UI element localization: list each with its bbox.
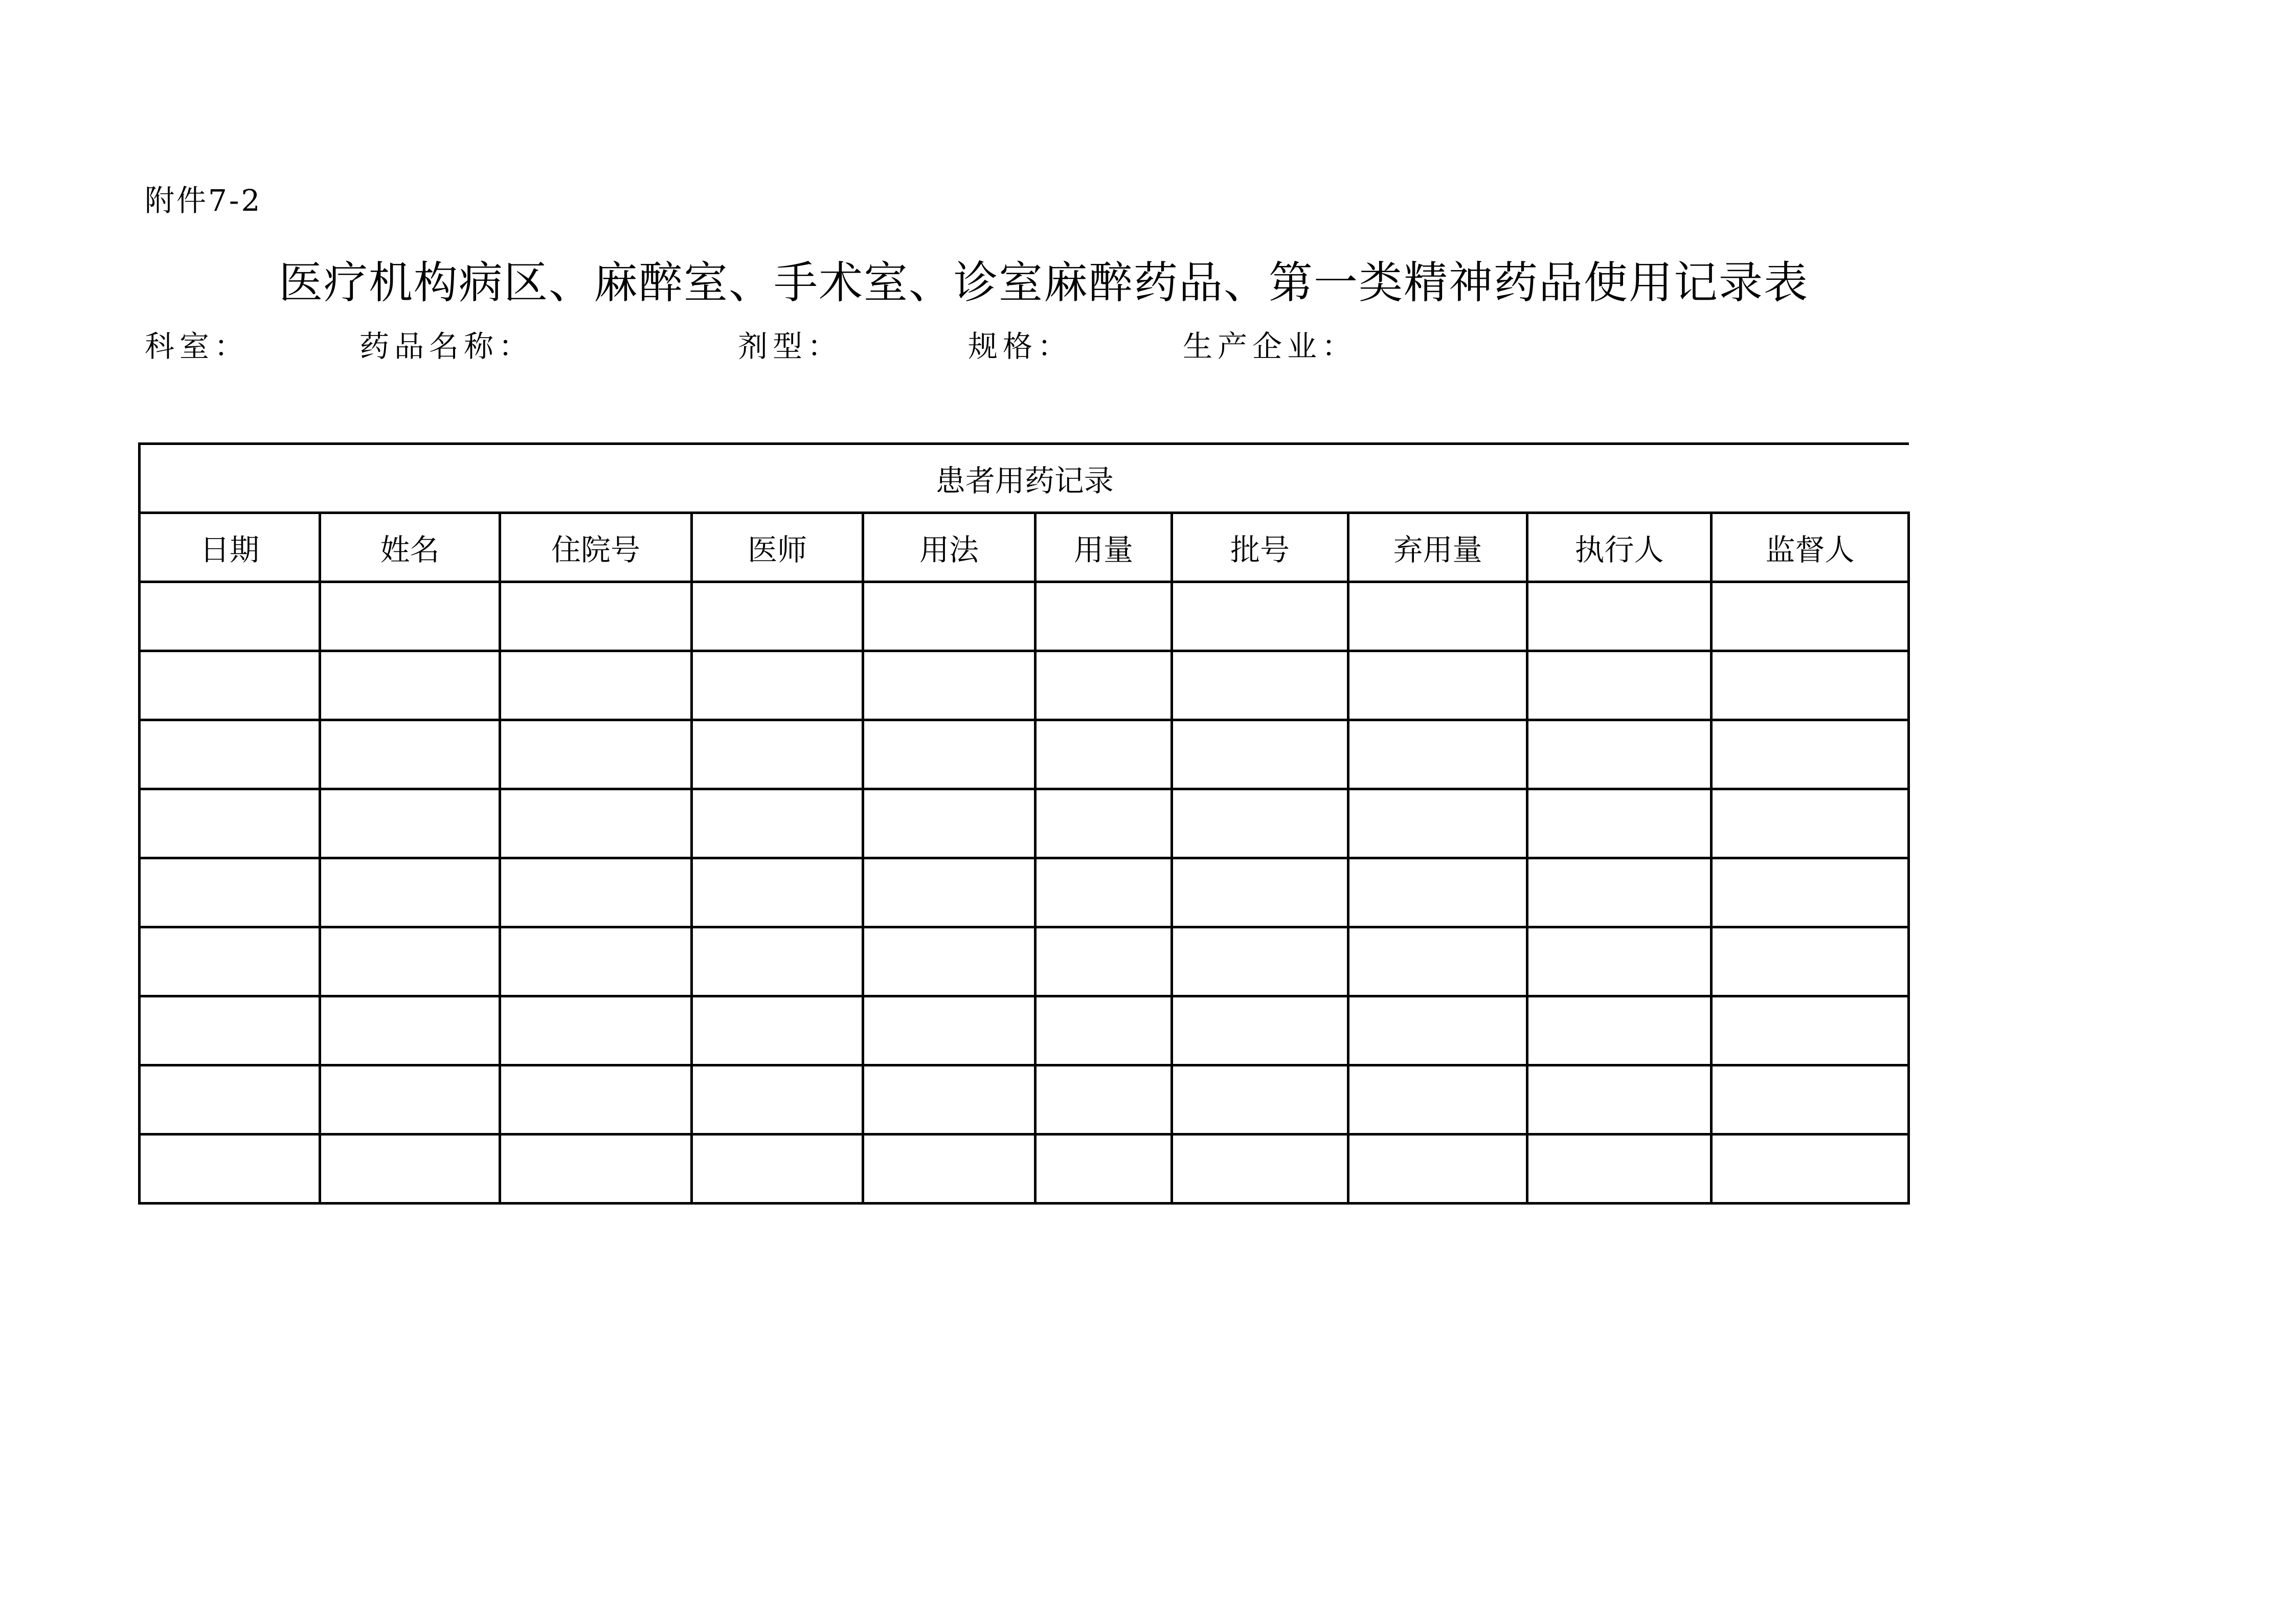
table-row: [140, 927, 1909, 996]
table-cell[interactable]: [140, 582, 320, 651]
table-cell[interactable]: [320, 1134, 500, 1204]
column-header-row: [140, 513, 1909, 582]
table-cell[interactable]: [1172, 720, 1348, 789]
table-cell[interactable]: [1348, 1065, 1527, 1134]
table-cell[interactable]: [692, 789, 863, 858]
table-cell[interactable]: [1712, 789, 1909, 858]
specification-field-label: 规格：: [968, 329, 1073, 364]
table-cell[interactable]: [500, 582, 692, 651]
table-cell[interactable]: [500, 927, 692, 996]
table-cell[interactable]: [140, 1065, 320, 1134]
page-title: 医疗机构病区、麻醉室、手术室、诊室麻醉药品、第一类精神药品使用记录表: [279, 257, 1809, 308]
manufacturer-field-label: 生产企业：: [1183, 329, 1357, 364]
table-section-header: 患者用药记录: [140, 444, 1909, 513]
table-row: [140, 858, 1909, 927]
table-row: [140, 651, 1909, 720]
table-cell[interactable]: [1036, 1065, 1172, 1134]
drug-name-field-label: 药品名称：: [359, 329, 534, 364]
medication-record-table: [138, 442, 1910, 1205]
table-cell[interactable]: [692, 996, 863, 1065]
table-row: [140, 1134, 1909, 1204]
attachment-label: 附件7-2: [145, 183, 262, 218]
table-cell[interactable]: [500, 1065, 692, 1134]
table-cell[interactable]: [1712, 858, 1909, 927]
column-header-name: 姓名: [320, 513, 500, 582]
table-cell[interactable]: [500, 996, 692, 1065]
table-cell[interactable]: [1036, 651, 1172, 720]
dosage-form-field-label: 剂型：: [738, 329, 843, 364]
column-header-usage: 用法: [863, 513, 1036, 582]
table-cell[interactable]: [863, 720, 1036, 789]
table-cell[interactable]: [863, 858, 1036, 927]
table-cell[interactable]: [320, 927, 500, 996]
table-cell[interactable]: [1527, 996, 1712, 1065]
table-cell[interactable]: [1712, 651, 1909, 720]
table-header-row: [140, 444, 1909, 513]
column-header-date: 日期: [140, 513, 320, 582]
table-cell[interactable]: [1036, 789, 1172, 858]
table-cell[interactable]: [1172, 996, 1348, 1065]
table-cell[interactable]: [1527, 789, 1712, 858]
table-cell[interactable]: [140, 927, 320, 996]
table-cell[interactable]: [500, 858, 692, 927]
table-cell[interactable]: [692, 582, 863, 651]
table-cell[interactable]: [863, 1134, 1036, 1204]
table-cell[interactable]: [1348, 651, 1527, 720]
table-cell[interactable]: [863, 1065, 1036, 1134]
table-cell[interactable]: [1172, 927, 1348, 996]
table-cell[interactable]: [1348, 789, 1527, 858]
table-row: [140, 1065, 1909, 1134]
table-cell[interactable]: [1172, 651, 1348, 720]
table-cell[interactable]: [1712, 1065, 1909, 1134]
table-cell[interactable]: [500, 1134, 692, 1204]
table-cell[interactable]: [320, 858, 500, 927]
table-cell[interactable]: [863, 789, 1036, 858]
table-cell[interactable]: [692, 1134, 863, 1204]
table-cell[interactable]: [1348, 1134, 1527, 1204]
table-row: [140, 996, 1909, 1065]
table-cell[interactable]: [1172, 1134, 1348, 1204]
table-cell[interactable]: [692, 927, 863, 996]
table-cell[interactable]: [692, 1065, 863, 1134]
table-cell[interactable]: [1172, 789, 1348, 858]
table-cell[interactable]: [320, 582, 500, 651]
table-cell[interactable]: [1712, 582, 1909, 651]
table-cell[interactable]: [140, 858, 320, 927]
department-field-label: 科室：: [145, 329, 250, 364]
table-cell[interactable]: [1348, 720, 1527, 789]
table-cell[interactable]: [140, 789, 320, 858]
table-cell[interactable]: [1036, 927, 1172, 996]
table-row: [140, 582, 1909, 651]
table-cell[interactable]: [500, 789, 692, 858]
table-cell[interactable]: [1527, 720, 1712, 789]
table-cell[interactable]: [1036, 582, 1172, 651]
column-header-executor: 执行人: [1527, 513, 1712, 582]
column-header-admission-number: 住院号: [500, 513, 692, 582]
table-cell[interactable]: [692, 858, 863, 927]
table-cell[interactable]: [500, 651, 692, 720]
table-row: [140, 720, 1909, 789]
table-cell[interactable]: [863, 927, 1036, 996]
table-cell[interactable]: [863, 996, 1036, 1065]
table-cell[interactable]: [320, 1065, 500, 1134]
table-cell[interactable]: [692, 720, 863, 789]
table-cell[interactable]: [692, 651, 863, 720]
table-cell[interactable]: [1036, 858, 1172, 927]
table-cell[interactable]: [1348, 996, 1527, 1065]
table-cell[interactable]: [1036, 1134, 1172, 1204]
table-cell[interactable]: [1348, 858, 1527, 927]
table-cell[interactable]: [140, 996, 320, 1065]
column-header-physician: 医师: [692, 513, 863, 582]
column-header-discarded-amount: 弃用量: [1348, 513, 1527, 582]
table-cell[interactable]: [1712, 1134, 1909, 1204]
table-cell[interactable]: [1348, 582, 1527, 651]
column-header-dosage: 用量: [1036, 513, 1172, 582]
table-cell[interactable]: [1527, 1134, 1712, 1204]
table-cell[interactable]: [1172, 582, 1348, 651]
table-cell[interactable]: [1712, 720, 1909, 789]
table-cell[interactable]: [1348, 927, 1527, 996]
table-cell[interactable]: [1527, 582, 1712, 651]
table-cell[interactable]: [863, 582, 1036, 651]
column-header-supervisor: 监督人: [1712, 513, 1909, 582]
table-cell[interactable]: [1712, 927, 1909, 996]
table-cell[interactable]: [1527, 927, 1712, 996]
table-cell[interactable]: [1527, 651, 1712, 720]
table-cell[interactable]: [500, 720, 692, 789]
table-cell[interactable]: [1527, 858, 1712, 927]
table-cell[interactable]: [140, 651, 320, 720]
table-cell[interactable]: [320, 720, 500, 789]
table-cell[interactable]: [1172, 858, 1348, 927]
table-cell[interactable]: [140, 720, 320, 789]
table-cell[interactable]: [1172, 1065, 1348, 1134]
table-cell[interactable]: [1527, 1065, 1712, 1134]
table-row: [140, 789, 1909, 858]
table-cell[interactable]: [320, 789, 500, 858]
table-cell[interactable]: [140, 1134, 320, 1204]
table-cell[interactable]: [863, 651, 1036, 720]
table-cell[interactable]: [320, 996, 500, 1065]
table-cell[interactable]: [320, 651, 500, 720]
column-header-batch-number: 批号: [1172, 513, 1348, 582]
table-cell[interactable]: [1712, 996, 1909, 1065]
table-cell[interactable]: [1036, 720, 1172, 789]
table-cell[interactable]: [1036, 996, 1172, 1065]
